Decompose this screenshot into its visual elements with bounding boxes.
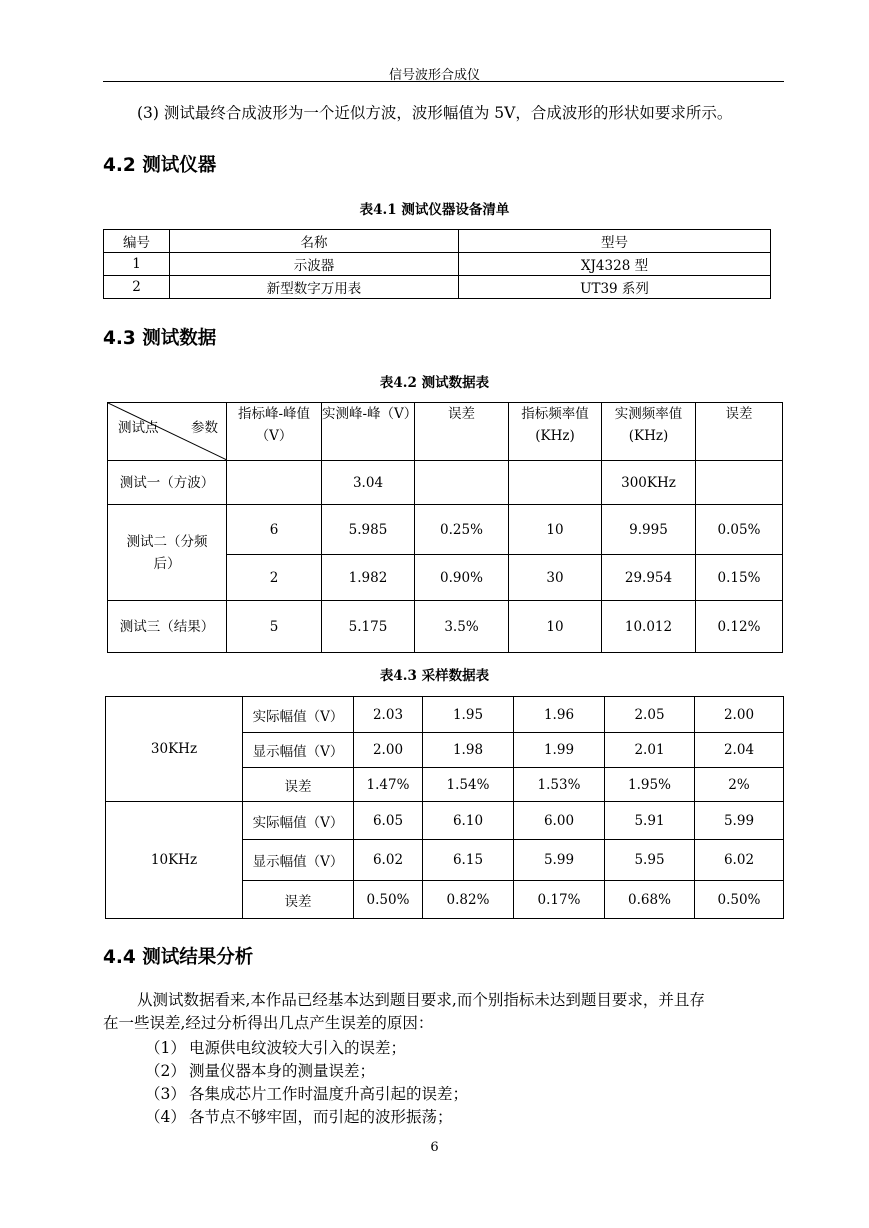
table-cell (227, 461, 322, 505)
table-cell: 1 (104, 253, 170, 276)
table-cell: 5.95 (605, 840, 695, 881)
intro-paragraph: (3) 测试最终合成波形为一个近似方波，波形幅值为 5V，合成波形的形状如要求所示。 (137, 104, 733, 122)
table-row (106, 802, 784, 840)
table-cell: 1.95 (423, 697, 514, 733)
table-cell: UT39 系列 (459, 276, 771, 299)
sample-data-table (105, 696, 784, 919)
running-header: 信号波形合成仪 (388, 68, 480, 83)
corner-label-test-point: 测试点 (118, 420, 159, 436)
list-item (145, 1082, 468, 1104)
header-rule (103, 81, 784, 82)
col-header-number: 编号 (104, 230, 170, 253)
table-cell: 29.954 (602, 555, 696, 601)
table-cell: 3.5% (415, 601, 509, 653)
list-item (145, 1059, 375, 1081)
test-data-table (107, 402, 783, 653)
table-cell: 1.54% (423, 768, 514, 802)
list-item-number: （2） (145, 1062, 186, 1080)
table-cell: 1.47% (354, 768, 423, 802)
table-cell: 1.982 (322, 555, 415, 601)
diagonal-header-cell (108, 403, 227, 461)
table-header-row (104, 230, 771, 253)
table-cell: 0.15% (696, 555, 783, 601)
row-label-display: 显示幅值（V） (243, 733, 354, 768)
list-item (145, 1036, 406, 1058)
table-cell: 3.04 (322, 461, 415, 505)
table-cell: 0.50% (354, 881, 423, 919)
instrument-table (103, 229, 771, 299)
table-cell: 6.15 (423, 840, 514, 881)
table-cell: 示波器 (170, 253, 459, 276)
freq-label-10khz: 10KHz (106, 802, 243, 919)
list-item-text: 测量仪器本身的测量误差； (189, 1062, 376, 1080)
table-cell: 0.05% (696, 505, 783, 555)
table-cell: 6.10 (423, 802, 514, 840)
list-item-text: 电源供电纹波较大引入的误差； (189, 1039, 407, 1057)
table-cell (415, 461, 509, 505)
table-cell: 0.17% (514, 881, 605, 919)
col-header-measured-freq: 实测频率值(KHz) (602, 403, 696, 461)
col-header-target-pp: 指标峰-峰值（V） (227, 403, 322, 461)
table-header-row (108, 403, 783, 461)
section-heading-4-4: 4.4 测试结果分析 (103, 947, 254, 968)
table-4-1-caption: 表4.1 测试仪器设备清单 (359, 202, 510, 218)
analysis-paragraph-line-1: 从测试数据看来,本作品已经基本达到题目要求,而个别指标未达到题目要求，并且存 (137, 991, 705, 1009)
table-cell: 1.98 (423, 733, 514, 768)
row-label-display: 显示幅值（V） (243, 840, 354, 881)
row-label-test-2: 测试二（分频后） (108, 505, 227, 601)
row-label-test-3: 测试三（结果） (108, 601, 227, 653)
table-cell: 5 (227, 601, 322, 653)
table-cell: 1.95% (605, 768, 695, 802)
table-cell: 1.53% (514, 768, 605, 802)
page-number: 6 (430, 1140, 439, 1155)
table-cell: 2.00 (354, 733, 423, 768)
table-cell: XJ4328 型 (459, 253, 771, 276)
table-cell: 6.00 (514, 802, 605, 840)
col-header-model: 型号 (459, 230, 771, 253)
table-cell: 6.05 (354, 802, 423, 840)
table-cell: 300KHz (602, 461, 696, 505)
section-heading-4-2: 4.2 测试仪器 (103, 155, 217, 176)
table-cell: 2.00 (695, 697, 784, 733)
table-cell: 10 (509, 601, 602, 653)
table-cell: 0.68% (605, 881, 695, 919)
row-label-test-1: 测试一（方波） (108, 461, 227, 505)
table-4-3-caption: 表4.3 采样数据表 (379, 668, 490, 684)
table-cell: 2.01 (605, 733, 695, 768)
table-cell: 2.04 (695, 733, 784, 768)
col-header-name: 名称 (170, 230, 459, 253)
row-label-error: 误差 (243, 768, 354, 802)
table-cell: 1.96 (514, 697, 605, 733)
table-cell: 新型数字万用表 (170, 276, 459, 299)
table-cell: 5.99 (695, 802, 784, 840)
table-cell: 1.99 (514, 733, 605, 768)
col-header-error: 误差 (415, 403, 509, 461)
table-row (108, 505, 783, 555)
row-label-actual: 实际幅值（V） (243, 697, 354, 733)
row-label-error: 误差 (243, 881, 354, 919)
row-label-actual: 实际幅值（V） (243, 802, 354, 840)
analysis-paragraph-line-2: 在一些误差,经过分析得出几点产生误差的原因： (103, 1014, 434, 1032)
table-cell: 0.90% (415, 555, 509, 601)
col-header-freq-error: 误差 (696, 403, 783, 461)
table-row (108, 601, 783, 653)
table-cell: 30 (509, 555, 602, 601)
table-cell: 0.12% (696, 601, 783, 653)
table-cell: 2.05 (605, 697, 695, 733)
table-cell: 0.50% (695, 881, 784, 919)
table-cell: 2 (104, 276, 170, 299)
table-cell: 6.02 (695, 840, 784, 881)
col-header-target-freq: 指标频率值(KHz) (509, 403, 602, 461)
table-4-2-caption: 表4.2 测试数据表 (379, 375, 490, 391)
table-cell: 5.91 (605, 802, 695, 840)
table-cell: 5.985 (322, 505, 415, 555)
corner-label-parameter: 参数 (191, 420, 218, 436)
table-cell (509, 461, 602, 505)
table-cell: 10.012 (602, 601, 696, 653)
table-row (108, 461, 783, 505)
list-item-text: 各集成芯片工作时温度升高引起的误差； (189, 1085, 469, 1103)
table-cell: 2% (695, 768, 784, 802)
freq-label-30khz: 30KHz (106, 697, 243, 802)
table-cell: 5.175 (322, 601, 415, 653)
table-cell: 6 (227, 505, 322, 555)
table-cell: 10 (509, 505, 602, 555)
table-cell: 5.99 (514, 840, 605, 881)
table-cell: 9.995 (602, 505, 696, 555)
list-item-number: （1） (145, 1039, 186, 1057)
section-heading-4-3: 4.3 测试数据 (103, 328, 217, 349)
table-cell: 0.82% (423, 881, 514, 919)
list-item-number: （4） (145, 1108, 186, 1126)
table-cell: 2 (227, 555, 322, 601)
list-item-text: 各节点不够牢固，而引起的波形振荡； (189, 1108, 453, 1126)
table-cell: 6.02 (354, 840, 423, 881)
table-cell (696, 461, 783, 505)
list-item (145, 1105, 453, 1127)
col-header-measured-pp: 实测峰-峰（V） (322, 403, 415, 461)
table-cell: 0.25% (415, 505, 509, 555)
table-row (104, 253, 771, 276)
table-row (106, 697, 784, 733)
table-row (104, 276, 771, 299)
list-item-number: （3） (145, 1085, 186, 1103)
table-cell: 2.03 (354, 697, 423, 733)
